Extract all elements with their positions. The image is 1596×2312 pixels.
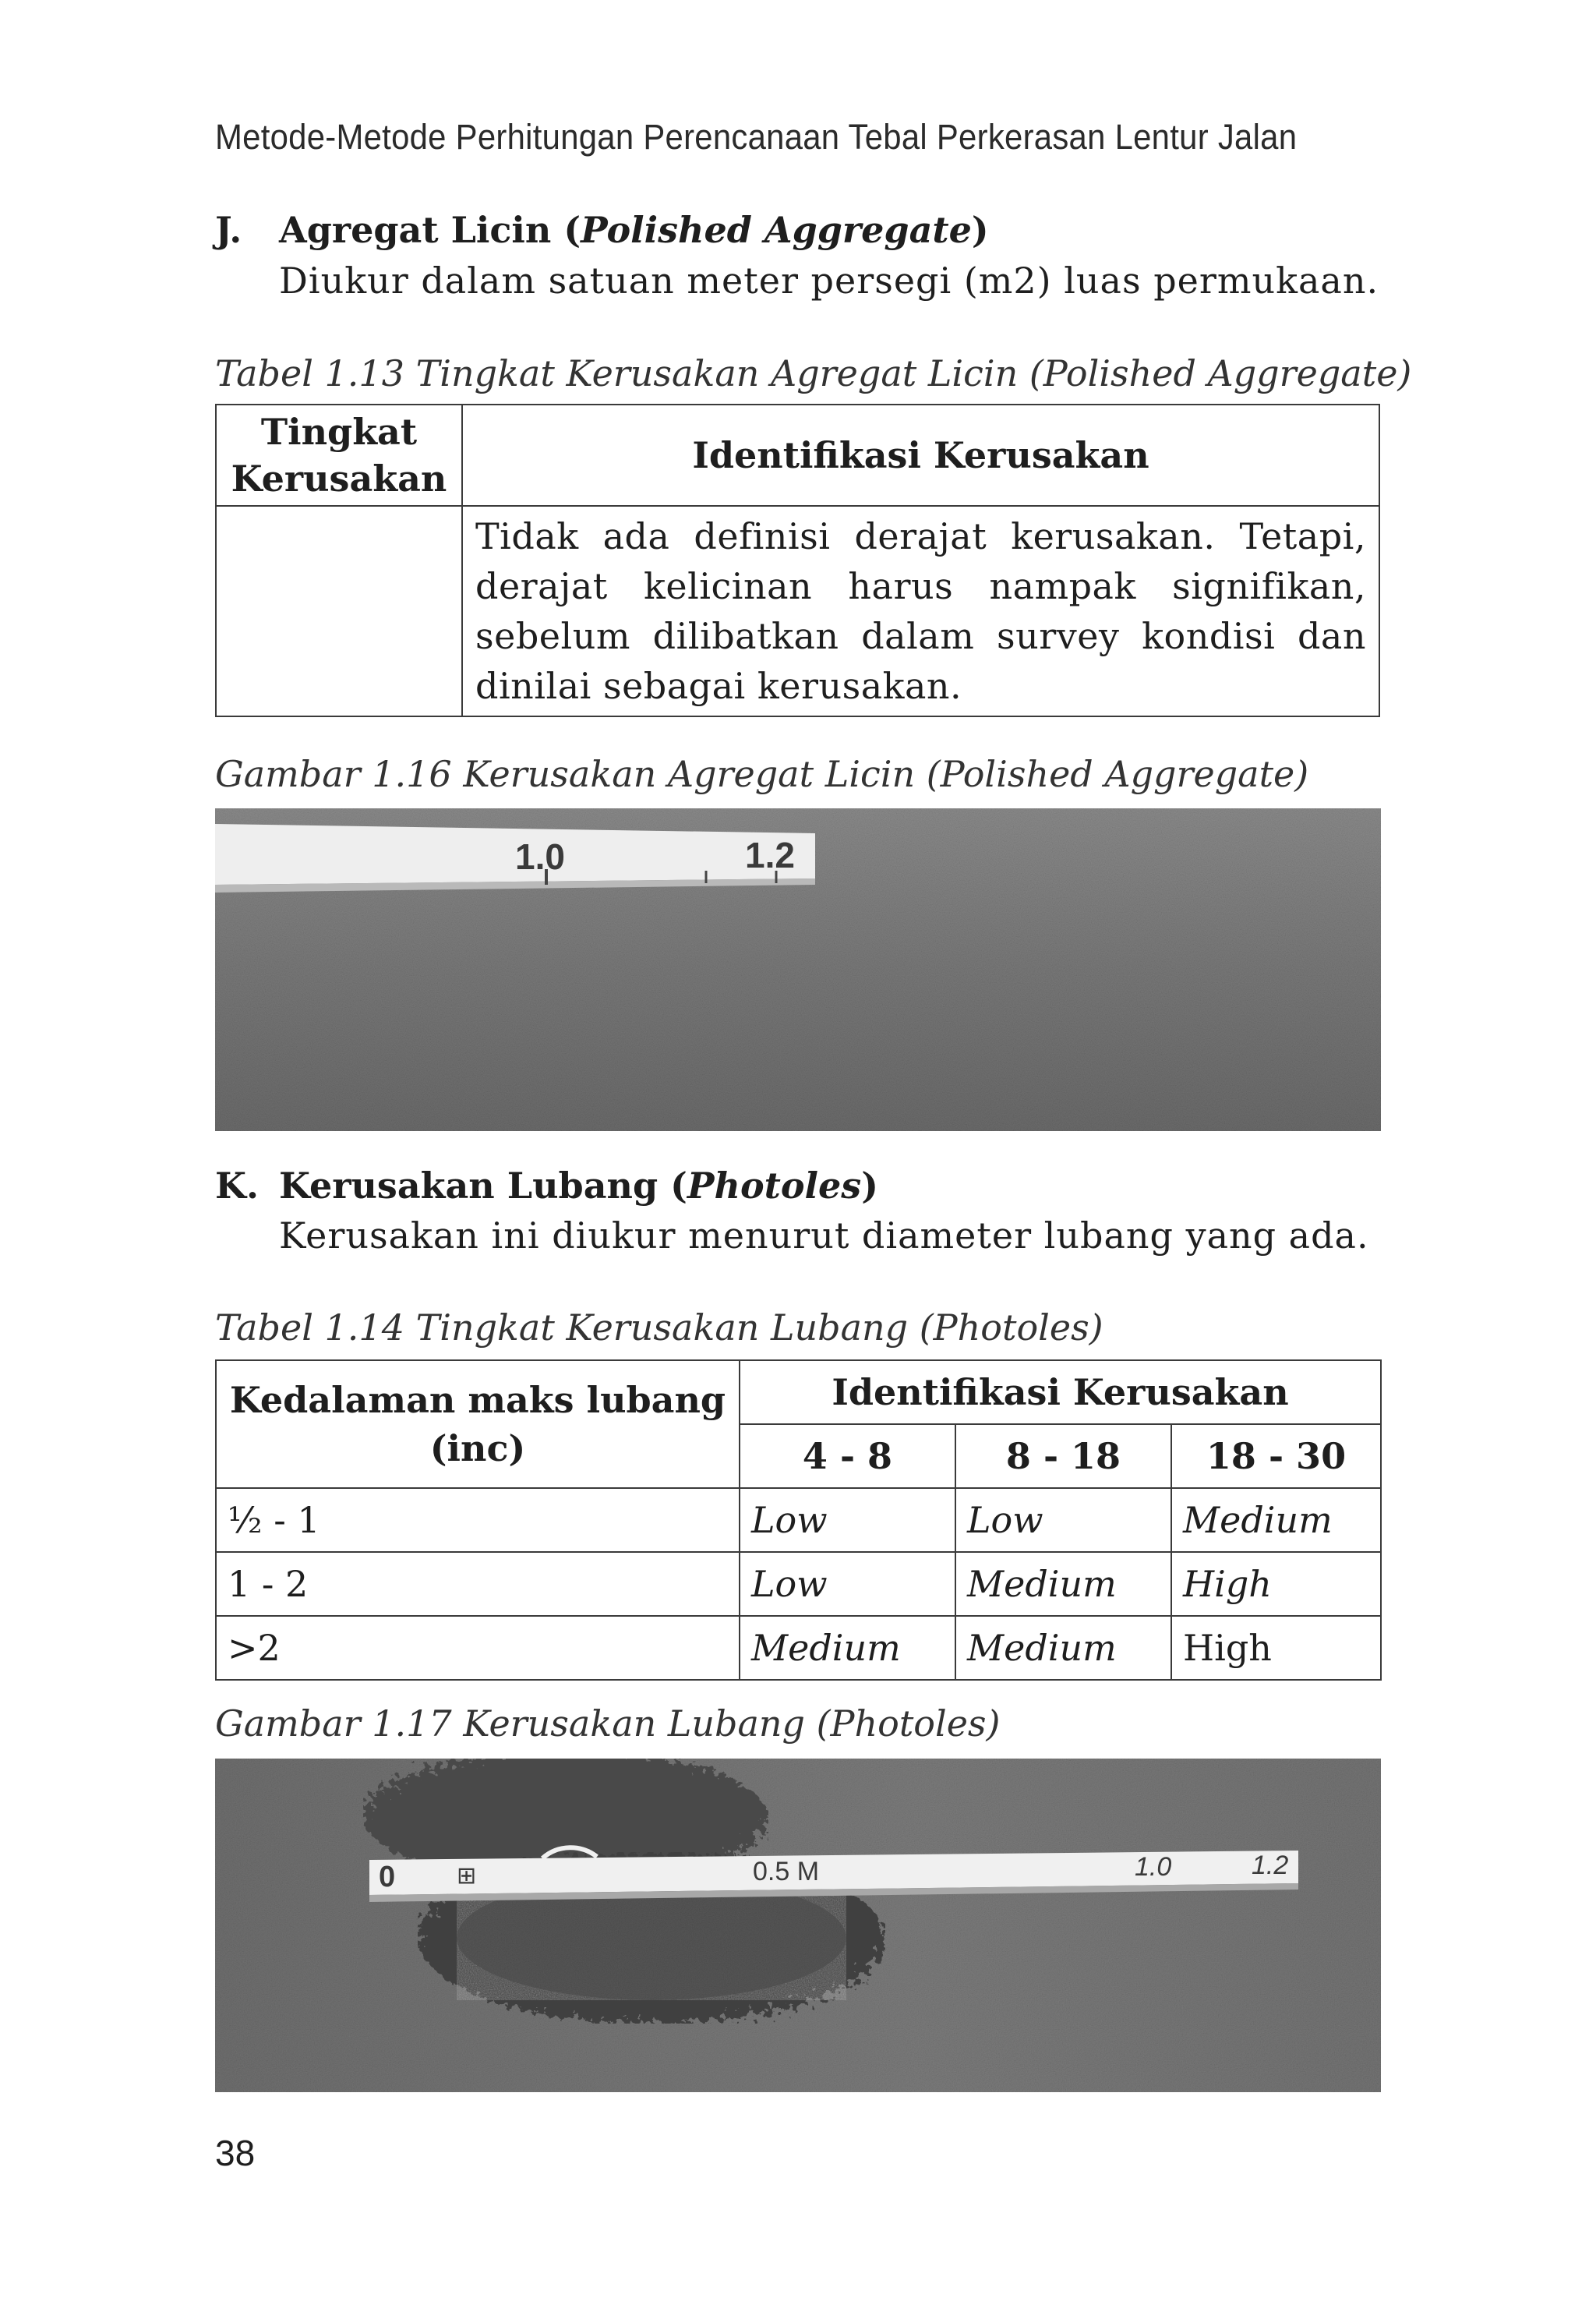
ruler-label-1-2: 1.2 bbox=[745, 835, 795, 875]
pothole-photo-graphic bbox=[215, 1759, 1381, 2092]
ruler-label-0: 0 bbox=[379, 1861, 396, 1893]
figure-1-16-caption: Gambar 1.16 Kerusakan Agregat Licin (Polished Aggregate) bbox=[215, 753, 1309, 795]
table-1-14-depth-cell: >2 bbox=[216, 1616, 740, 1680]
table-row bbox=[216, 1488, 1381, 1552]
table-1-14-caption: Tabel 1.14 Tingkat Kerusakan Lubang (Photoles) bbox=[215, 1306, 1103, 1349]
table-1-14-cell: High bbox=[1171, 1616, 1381, 1680]
table-1-14-subheader-4-8: 4 - 8 bbox=[740, 1424, 955, 1488]
figure-1-17-caption: Gambar 1.17 Kerusakan Lubang (Photoles) bbox=[215, 1702, 1001, 1745]
section-j-heading bbox=[215, 209, 1384, 256]
table-1-14-cell: Medium bbox=[955, 1552, 1171, 1616]
table-1-14-subheader-18-30: 18 - 30 bbox=[1171, 1424, 1381, 1488]
table-1-14-depth-cell: 1 - 2 bbox=[216, 1552, 740, 1616]
table-1-14-cell: Low bbox=[740, 1488, 955, 1552]
section-k-letter: K. bbox=[215, 1165, 259, 1207]
ruler-label-1-0: 1.0 bbox=[515, 836, 565, 877]
table-1-14-header-depth: Kedalaman maks lubang (inc) bbox=[216, 1360, 740, 1488]
table-1-13-header-level: Tingkat Kerusakan bbox=[216, 405, 462, 506]
table-1-14-depth-cell: ½ - 1 bbox=[216, 1488, 740, 1552]
table-row bbox=[216, 1616, 1381, 1680]
table-1-14-cell: Medium bbox=[1171, 1488, 1381, 1552]
table-1-14-cell: Medium bbox=[740, 1616, 955, 1680]
pothole-photo bbox=[215, 1759, 1381, 2092]
table-1-14-cell: Low bbox=[740, 1552, 955, 1616]
section-j-title-italic: Polished Aggregate bbox=[581, 209, 972, 251]
table-1-14-subheader-8-18: 8 - 18 bbox=[955, 1424, 1171, 1488]
polished-aggregate-photo-graphic bbox=[215, 808, 1381, 1131]
ruler-label-1-0: 1.0 bbox=[1135, 1852, 1172, 1882]
section-k-title-italic: Photoles bbox=[687, 1165, 862, 1207]
page-number: 38 bbox=[215, 2133, 256, 2173]
ruler-label-1-2: 1.2 bbox=[1252, 1851, 1289, 1880]
table-1-14-cell: Low bbox=[955, 1488, 1171, 1552]
table-row bbox=[216, 1552, 1381, 1616]
section-j-letter: J. bbox=[215, 209, 242, 251]
polished-aggregate-photo bbox=[215, 808, 1381, 1131]
table-1-13-level-cell bbox=[216, 506, 462, 716]
table-1-14-cell: Medium bbox=[955, 1616, 1171, 1680]
running-header: Metode-Metode Perhitungan Perencanaan Tebal Perkerasan Lentur Jalan bbox=[215, 117, 1298, 157]
table-1-13 bbox=[215, 404, 1380, 717]
section-k-heading bbox=[215, 1165, 1384, 1211]
section-k-title: Kerusakan Lubang (Photoles) bbox=[279, 1165, 878, 1207]
ruler-label-0-5-m: 0.5 M bbox=[753, 1857, 820, 1886]
table-1-14-header-identification: Identifikasi Kerusakan bbox=[740, 1360, 1381, 1424]
ruler-brand-icon: ⊞ bbox=[457, 1862, 477, 1890]
table-1-14 bbox=[215, 1359, 1382, 1681]
table-1-13-header-identification: Identifikasi Kerusakan bbox=[462, 405, 1379, 506]
section-j-title: Agregat Licin (Polished Aggregate) bbox=[279, 209, 989, 251]
section-k-description: Kerusakan ini diukur menurut diameter lubang yang ada. bbox=[279, 1214, 1369, 1257]
table-1-13-caption: Tabel 1.13 Tingkat Kerusakan Agregat Licin (Polished Aggregate) bbox=[215, 352, 1412, 394]
table-1-13-description-cell: Tidak ada definisi derajat kerusakan. Tetapi, derajat kelicinan harus nampak signifikan, sebelum dilibatkan dalam survey kondisi dan dinilai sebagai kerusakan. bbox=[462, 506, 1379, 716]
section-j-description: Diukur dalam satuan meter persegi (m2) luas permukaan. bbox=[279, 260, 1379, 302]
table-1-14-cell: High bbox=[1171, 1552, 1381, 1616]
